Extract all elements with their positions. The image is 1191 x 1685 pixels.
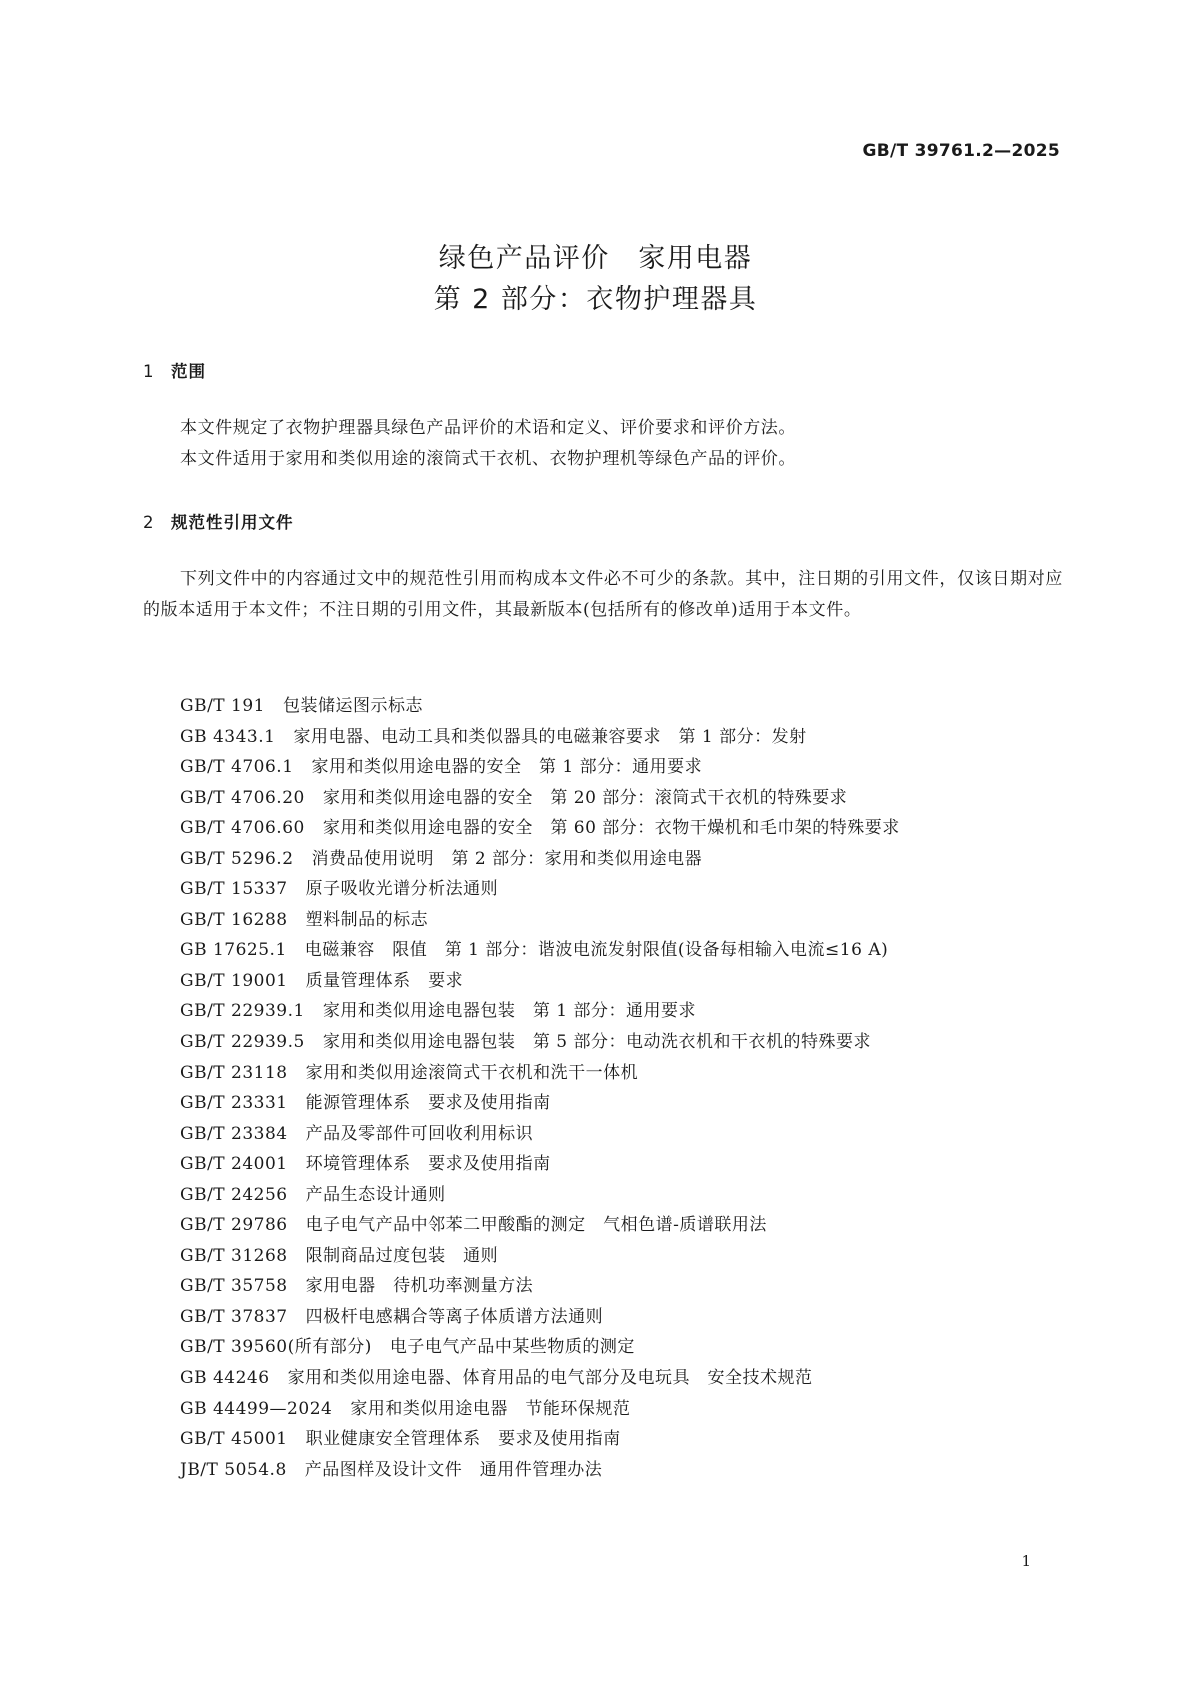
reference-item <box>180 966 1060 997</box>
reference-code: GB/T 4706.1 <box>180 757 294 778</box>
reference-title: 家用和类似用途电器的安全 第 60 部分：衣物干燥机和毛巾架的特殊要求 <box>322 818 900 839</box>
reference-title: 产品生态设计通则 <box>305 1184 446 1205</box>
reference-code: GB 4343.1 <box>180 726 276 747</box>
reference-item <box>180 1210 1060 1241</box>
reference-item <box>180 1455 1060 1486</box>
section-2-heading <box>143 509 294 533</box>
reference-title: 家用电器、电动工具和类似器具的电磁兼容要求 第 1 部分：发射 <box>293 726 807 747</box>
reference-title: 产品图样及设计文件 通用件管理办法 <box>304 1459 603 1480</box>
reference-item <box>180 1332 1060 1363</box>
reference-code: JB/T 5054.8 <box>180 1459 287 1480</box>
reference-title: 环境管理体系 要求及使用指南 <box>305 1154 551 1175</box>
reference-item <box>180 1424 1060 1455</box>
reference-code: GB/T 29786 <box>180 1215 288 1236</box>
reference-title: 电子电气产品中邻苯二甲酸酯的测定 气相色谱-质谱联用法 <box>305 1215 767 1236</box>
reference-item <box>180 1119 1060 1150</box>
reference-title: 电子电气产品中某些物质的测定 <box>389 1337 635 1358</box>
reference-title: 能源管理体系 要求及使用指南 <box>305 1093 551 1114</box>
reference-title: 产品及零部件可回收利用标识 <box>305 1123 534 1144</box>
reference-item <box>180 1394 1060 1425</box>
section-2-title: 规范性引用文件 <box>171 513 294 532</box>
reference-code: GB 44499—2024 <box>180 1398 333 1419</box>
reference-title: 家用和类似用途电器、体育用品的电气部分及电玩具 安全技术规范 <box>287 1368 813 1389</box>
reference-code: GB/T 19001 <box>180 970 288 991</box>
reference-code: GB/T 23118 <box>180 1062 288 1083</box>
document-title <box>0 238 1191 320</box>
section-1-title: 范围 <box>171 362 206 381</box>
reference-title: 家用和类似用途电器包装 第 1 部分：通用要求 <box>322 1001 696 1022</box>
reference-item <box>180 1088 1060 1119</box>
reference-title: 质量管理体系 要求 <box>305 970 464 991</box>
section-1-number: 1 <box>143 362 155 381</box>
reference-code: GB 44246 <box>180 1368 270 1389</box>
section-1-paragraph-1: 本文件规定了衣物护理器具绿色产品评价的术语和定义、评价要求和评价方法。 <box>180 418 796 438</box>
reference-code: GB/T 22939.1 <box>180 1001 305 1022</box>
reference-item <box>180 935 1060 966</box>
reference-item <box>180 1180 1060 1211</box>
reference-code: GB 17625.1 <box>180 940 287 961</box>
reference-title: 限制商品过度包装 通则 <box>305 1245 499 1266</box>
reference-code: GB/T 15337 <box>180 879 288 900</box>
reference-title: 职业健康安全管理体系 要求及使用指南 <box>305 1429 621 1450</box>
reference-title: 电磁兼容 限值 第 1 部分：谐波电流发射限值(设备每相输入电流≤16 A) <box>304 940 889 961</box>
page-number: 1 <box>1021 1552 1031 1570</box>
reference-title: 家用和类似用途电器的安全 第 20 部分：滚筒式干衣机的特殊要求 <box>322 787 848 808</box>
reference-item <box>180 844 1060 875</box>
reference-item <box>180 1302 1060 1333</box>
title-line-1: 绿色产品评价 家用电器 <box>438 243 753 274</box>
reference-code: GB/T 39560(所有部分) <box>180 1337 372 1358</box>
reference-title: 塑料制品的标志 <box>305 909 429 930</box>
section-2-number: 2 <box>143 513 155 532</box>
reference-title: 家用电器 待机功率测量方法 <box>305 1276 534 1297</box>
reference-item <box>180 1027 1060 1058</box>
reference-title: 家用和类似用途滚筒式干衣机和洗干一体机 <box>305 1062 639 1083</box>
reference-item <box>180 996 1060 1027</box>
reference-title: 原子吸收光谱分析法通则 <box>305 879 499 900</box>
reference-item <box>180 722 1060 753</box>
reference-item <box>180 1058 1060 1089</box>
reference-title: 四极杆电感耦合等离子体质谱方法通则 <box>305 1306 604 1327</box>
reference-code: GB/T 4706.20 <box>180 787 305 808</box>
reference-code: GB/T 23331 <box>180 1093 288 1114</box>
section-2-intro: 下列文件中的内容通过文中的规范性引用而构成本文件必不可少的条款。其中，注日期的引用文件，仅该日期对应的版本适用于本文件；不注日期的引用文件，其最新版本(包括所有的修改单)适用于本文件。 <box>143 569 1063 620</box>
reference-code: GB/T 22939.5 <box>180 1032 305 1053</box>
reference-code: GB/T 23384 <box>180 1123 288 1144</box>
standard-number: GB/T 39761.2—2025 <box>862 141 1060 161</box>
reference-item <box>180 783 1060 814</box>
reference-item <box>180 1149 1060 1180</box>
reference-item <box>180 813 1060 844</box>
reference-item <box>180 1271 1060 1302</box>
section-1-paragraph-2: 本文件适用于家用和类似用途的滚筒式干衣机、衣物护理机等绿色产品的评价。 <box>180 449 796 469</box>
reference-code: GB/T 24256 <box>180 1184 288 1205</box>
reference-code: GB/T 16288 <box>180 909 288 930</box>
reference-code: GB/T 35758 <box>180 1276 288 1297</box>
reference-item <box>180 874 1060 905</box>
title-line-2: 第 2 部分：衣物护理器具 <box>433 284 758 315</box>
reference-code: GB/T 45001 <box>180 1429 288 1450</box>
reference-title: 家用和类似用途电器的安全 第 1 部分：通用要求 <box>311 757 703 778</box>
reference-title: 包装储运图示标志 <box>283 696 423 716</box>
reference-item <box>180 691 1060 722</box>
reference-item <box>180 1363 1060 1394</box>
reference-code: GB/T 191 <box>180 696 265 716</box>
reference-title: 消费品使用说明 第 2 部分：家用和类似用途电器 <box>311 848 703 869</box>
reference-code: GB/T 31268 <box>180 1245 288 1266</box>
reference-item <box>180 905 1060 936</box>
section-1-heading <box>143 358 206 382</box>
reference-item <box>180 752 1060 783</box>
reference-code: GB/T 37837 <box>180 1306 288 1327</box>
reference-item <box>180 1241 1060 1272</box>
reference-code: GB/T 5296.2 <box>180 848 294 869</box>
reference-list <box>180 691 1060 1485</box>
reference-title: 家用和类似用途电器包装 第 5 部分：电动洗衣机和干衣机的特殊要求 <box>322 1032 871 1053</box>
reference-code: GB/T 4706.60 <box>180 818 305 839</box>
reference-title: 家用和类似用途电器 节能环保规范 <box>350 1398 631 1419</box>
reference-code: GB/T 24001 <box>180 1154 288 1175</box>
